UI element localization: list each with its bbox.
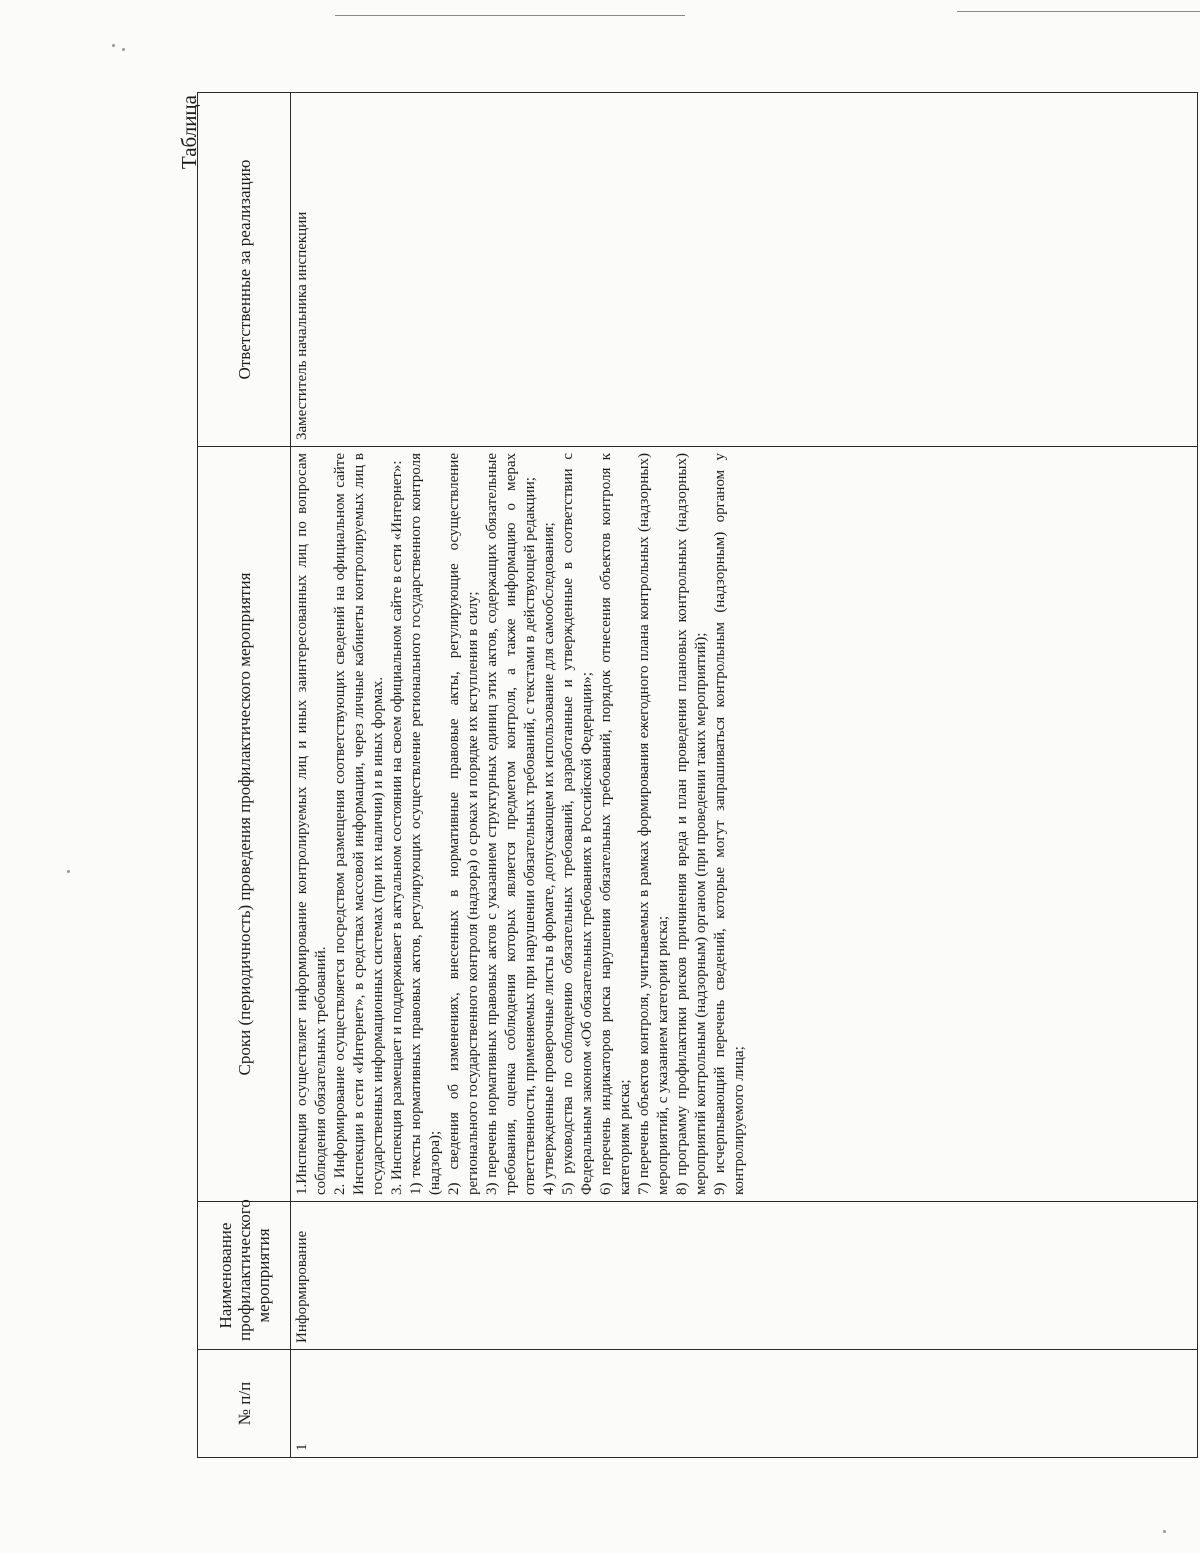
header-number: № п/п [198,1350,291,1458]
scan-speck [122,48,125,51]
scan-line [335,15,685,16]
scan-line [957,11,1200,12]
measures-table [197,92,1198,1458]
cell-measure-name: Информирование [291,1202,1198,1350]
cell-description [291,447,1198,1202]
description-item: 1) тексты нормативных правовых актов, регулирующих осуществление регионального государственного контроля (надзора); [408,453,443,1195]
header-responsible: Ответственные за реализацию [198,93,291,447]
scan-speck [1163,1530,1166,1533]
table-caption: Таблица [177,95,201,170]
description-item: 4) утвержденные проверочные листы в формате, допускающем их использование для самообследования; [541,522,557,1195]
description-item: 5) руководства по соблюдению обязательных требований, разработанные и утвержденные в соответствии с Федеральным законом «Об обязательных требованиях в Российской Федерации»; [560,453,595,1195]
cell-number: 1 [291,1350,1198,1458]
scan-speck [67,870,70,873]
description-item: 2. Информирование осуществляется посредством размещения соответствующих сведений на официальном сайте Инспекции в сети «Интернет», в средствах массовой информации, через личные кабинеты контролируемых лиц в государственных информационных системах (при их наличии) и в иных формах. [332,453,386,1195]
description-item: 1.Инспекция осуществляет информирование контролируемых лиц и иных заинтересованных лиц по вопросам соблюдения обязательных требований. [294,453,329,1195]
header-measure-name: Наименование профилактического мероприятия [198,1202,291,1350]
description-item: 9) исчерпывающий перечень сведений, которые могут запрашиваться контрольным (надзорным) органом у контролируемого лица; [712,453,747,1195]
table-row [291,93,1198,1458]
description-item: 7) перечень объектов контроля, учитываемых в рамках формирования ежегодного плана контрольных (надзорных) мероприятий, с указанием категории риска; [636,453,671,1195]
description-item: 6) перечень индикаторов риска нарушения обязательных требований, порядок отнесения объектов контроля к категориям риска; [598,453,633,1195]
rotated-document [177,93,1198,1458]
cell-responsible: Заместитель начальника инспекции [291,93,1198,447]
scan-speck [112,44,115,47]
description-item: 2) сведения об изменениях, внесенных в нормативные правовые акты, регулирующие осуществление регионального государственного контроля (надзора) о сроках и порядке их вступления в силу; [446,453,481,1195]
description-item: 3. Инспекция размещает и поддерживает в актуальном состоянии на своем официальном сайте в сети «Интернет»: [389,460,405,1195]
header-timing: Сроки (периодичность) проведения профилактического мероприятия [198,447,291,1202]
description-item: 8) программу профилактики рисков причинения вреда и план проведения плановых контрольных (надзорных) мероприятий контрольным (надзорным) органом (при проведении таких мероприятий); [674,453,709,1195]
table-header-row [198,93,291,1458]
description-item: 3) перечень нормативных правовых актов с указанием структурных единиц этих актов, содержащих обязательные требования, оценка соблюдения которых является предметом контроля, а также информацию о мерах ответственности, применяемых при нарушении обязательных требований, с текстами в действующей редакции; [484,453,538,1195]
